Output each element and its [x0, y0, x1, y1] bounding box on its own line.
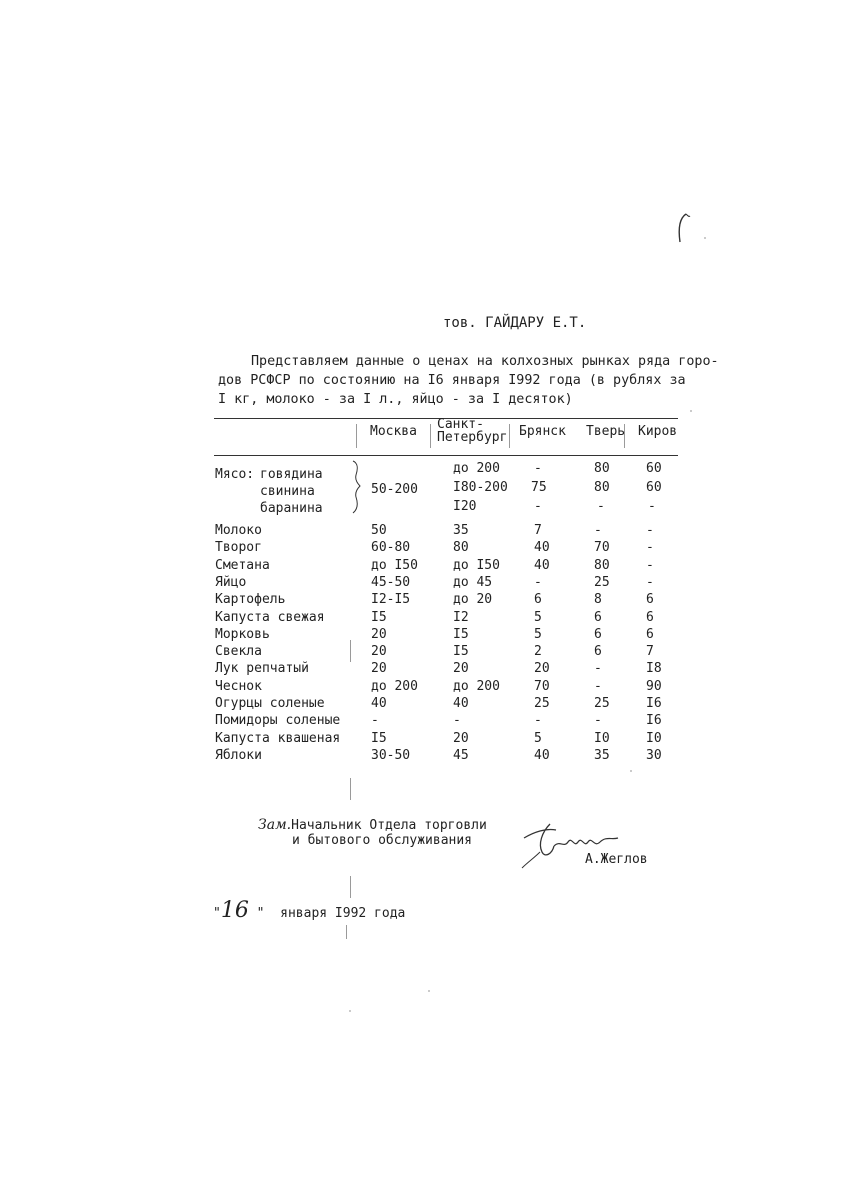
cell-tver: - [594, 661, 602, 677]
cell-kirov: I0 [646, 730, 662, 746]
cell-kirov: 7 [646, 644, 654, 660]
cell-kirov: 30 [646, 747, 662, 763]
row-product-name: Чеснок [215, 678, 262, 694]
cell-bryansk: 70 [534, 678, 550, 694]
cell-kirov: - [646, 574, 654, 590]
cell-tver: 6 [594, 626, 602, 642]
cell-spb: 80 [453, 540, 469, 556]
cell-bryansk: - [534, 713, 542, 729]
meat-kirov-value: - [648, 499, 656, 514]
scan-speck [690, 410, 692, 412]
cell-spb: до 200 [453, 678, 500, 694]
cell-kirov: 6 [646, 626, 654, 642]
cell-moscow: 20 [371, 661, 387, 677]
cell-spb: 45 [453, 747, 469, 763]
scan-speck [630, 770, 632, 772]
cell-kirov: - [646, 523, 654, 538]
cell-bryansk: 6 [534, 592, 542, 608]
meat-group-label: Мясо: [215, 467, 255, 482]
row-product-name: Капуста свежая [215, 609, 325, 625]
cell-tver: 8 [594, 592, 602, 608]
cell-tver: 25 [594, 696, 610, 711]
cell-kirov: I8 [646, 661, 662, 677]
cell-spb: до I50 [453, 557, 500, 573]
addressee-line: тов. ГАЙДАРУ Е.Т. [443, 315, 587, 331]
row-product-name: Помидоры соленые [215, 713, 341, 729]
column-separator [350, 640, 351, 662]
meat-kirov-value: 60 [646, 480, 662, 495]
corner-pen-mark [674, 212, 694, 244]
row-product-name: Картофель [215, 592, 286, 608]
cell-bryansk: 40 [534, 557, 550, 573]
meat-row-name: свинина [260, 484, 315, 499]
cell-tver: 35 [594, 747, 610, 763]
signatory-title-line2: и бытового обслуживания [292, 833, 473, 848]
intro-line-1: Представляем данные о ценах на колхозных рынках ряда горо- [251, 354, 719, 369]
col-header-bryansk: Брянск [519, 424, 566, 439]
cell-moscow: 30-50 [371, 747, 411, 763]
meat-bryansk-value: 75 [531, 480, 547, 495]
cell-kirov: 6 [646, 592, 654, 608]
date-day-handwritten: 16 [220, 898, 249, 923]
cell-bryansk: 2 [534, 644, 542, 660]
row-product-name: Яблоки [215, 747, 262, 763]
meat-row-name: баранина [260, 501, 323, 516]
meat-spb-value: I20 [453, 499, 477, 514]
meat-bryansk-value: - [534, 461, 542, 476]
cell-tver: I0 [594, 730, 610, 746]
col-header-kirov: Киров [638, 424, 678, 439]
cell-bryansk: 5 [534, 609, 542, 625]
row-product-name: Творог [215, 540, 262, 556]
cell-kirov: 90 [646, 678, 662, 694]
column-separator [350, 778, 351, 800]
cell-bryansk: 40 [534, 747, 550, 763]
document-date [213, 898, 405, 923]
intro-line-2: дов РСФСР по состоянию на I6 января I992 года (в рублях за [218, 373, 686, 388]
cell-tver: 70 [594, 540, 610, 556]
meat-moscow-value: 50-200 [371, 482, 418, 497]
cell-bryansk: 40 [534, 540, 550, 556]
cell-moscow: I5 [371, 730, 387, 746]
cell-moscow: - [371, 713, 379, 729]
cell-tver: - [594, 523, 602, 538]
signer-name: А.Жеглов [585, 852, 648, 867]
col-header-spb-line2: Петербург [437, 430, 508, 445]
date-quote-open: " [213, 906, 221, 921]
cell-kirov: - [646, 557, 654, 573]
row-product-name: Капуста квашеная [215, 730, 341, 746]
signatory-title-line1: Начальник Отдела торговли [291, 818, 487, 833]
column-separator [430, 424, 431, 448]
intro-line-3: I кг, молоко - за I л., яйцо - за I десяток) [218, 392, 573, 407]
cell-spb: I2 [453, 609, 469, 625]
handwritten-prefix: Зам. [258, 817, 292, 833]
column-separator [509, 424, 510, 448]
cell-bryansk: 25 [534, 696, 550, 711]
cell-tver: 6 [594, 609, 602, 625]
meat-spb-value: I80-200 [453, 480, 508, 495]
cell-moscow: 60-80 [371, 540, 411, 556]
column-separator [346, 925, 347, 939]
cell-spb: до 45 [453, 574, 493, 590]
col-header-tver: Тверь [586, 424, 626, 439]
cell-spb: 35 [453, 523, 469, 538]
cell-moscow: 45-50 [371, 574, 411, 590]
col-header-moscow: Москва [370, 424, 417, 439]
cell-moscow: до 200 [371, 678, 418, 694]
meat-row-name: говядина [260, 467, 323, 482]
cell-kirov: 6 [646, 609, 654, 625]
date-quote-close: " [256, 906, 265, 921]
cell-spb: 20 [453, 730, 469, 746]
meat-brace-icon [350, 459, 364, 515]
meat-spb-value: до 200 [453, 461, 500, 476]
meat-tver-value: 80 [594, 480, 610, 495]
meat-kirov-value: 60 [646, 461, 662, 476]
meat-tver-value: 80 [594, 461, 610, 476]
cell-moscow: I2-I5 [371, 592, 411, 608]
cell-spb: 40 [453, 696, 469, 711]
scan-speck [349, 1010, 351, 1012]
cell-moscow: 40 [371, 696, 387, 711]
cell-spb: до 20 [453, 592, 493, 608]
cell-moscow: 20 [371, 626, 387, 642]
scan-speck [704, 237, 706, 239]
cell-bryansk: 7 [534, 523, 542, 538]
cell-tver: 6 [594, 644, 602, 660]
row-product-name: Яйцо [215, 574, 247, 590]
signatory-title [258, 818, 487, 848]
scan-speck [428, 990, 430, 992]
cell-moscow: до I50 [371, 557, 418, 573]
cell-kirov: I6 [646, 713, 662, 729]
row-product-name: Свекла [215, 644, 262, 660]
row-product-name: Огурцы соленые [215, 696, 325, 711]
cell-tver: - [594, 713, 602, 729]
table-header-rule [214, 455, 678, 456]
row-product-name: Лук репчатый [215, 661, 309, 677]
cell-tver: 25 [594, 574, 610, 590]
cell-bryansk: 5 [534, 730, 542, 746]
row-product-name: Молоко [215, 523, 262, 538]
col-header-spb-line1: Санкт- [437, 417, 484, 432]
cell-moscow: 20 [371, 644, 387, 660]
cell-tver: 80 [594, 557, 610, 573]
cell-spb: 20 [453, 661, 469, 677]
row-product-name: Сметана [215, 557, 270, 573]
column-separator [356, 424, 357, 448]
cell-moscow: 50 [371, 523, 387, 538]
cell-spb: I5 [453, 626, 469, 642]
meat-tver-value: - [597, 499, 605, 514]
cell-moscow: I5 [371, 609, 387, 625]
cell-spb: I5 [453, 644, 469, 660]
intro-paragraph [218, 352, 719, 409]
date-month-year: января I992 года [280, 906, 406, 921]
cell-spb: - [453, 713, 461, 729]
cell-bryansk: 5 [534, 626, 542, 642]
cell-bryansk: - [534, 574, 542, 590]
row-product-name: Морковь [215, 626, 270, 642]
cell-kirov: - [646, 540, 654, 556]
cell-tver: - [594, 678, 602, 694]
cell-kirov: I6 [646, 696, 662, 711]
column-separator [350, 876, 351, 898]
meat-bryansk-value: - [534, 499, 542, 514]
cell-bryansk: 20 [534, 661, 550, 677]
